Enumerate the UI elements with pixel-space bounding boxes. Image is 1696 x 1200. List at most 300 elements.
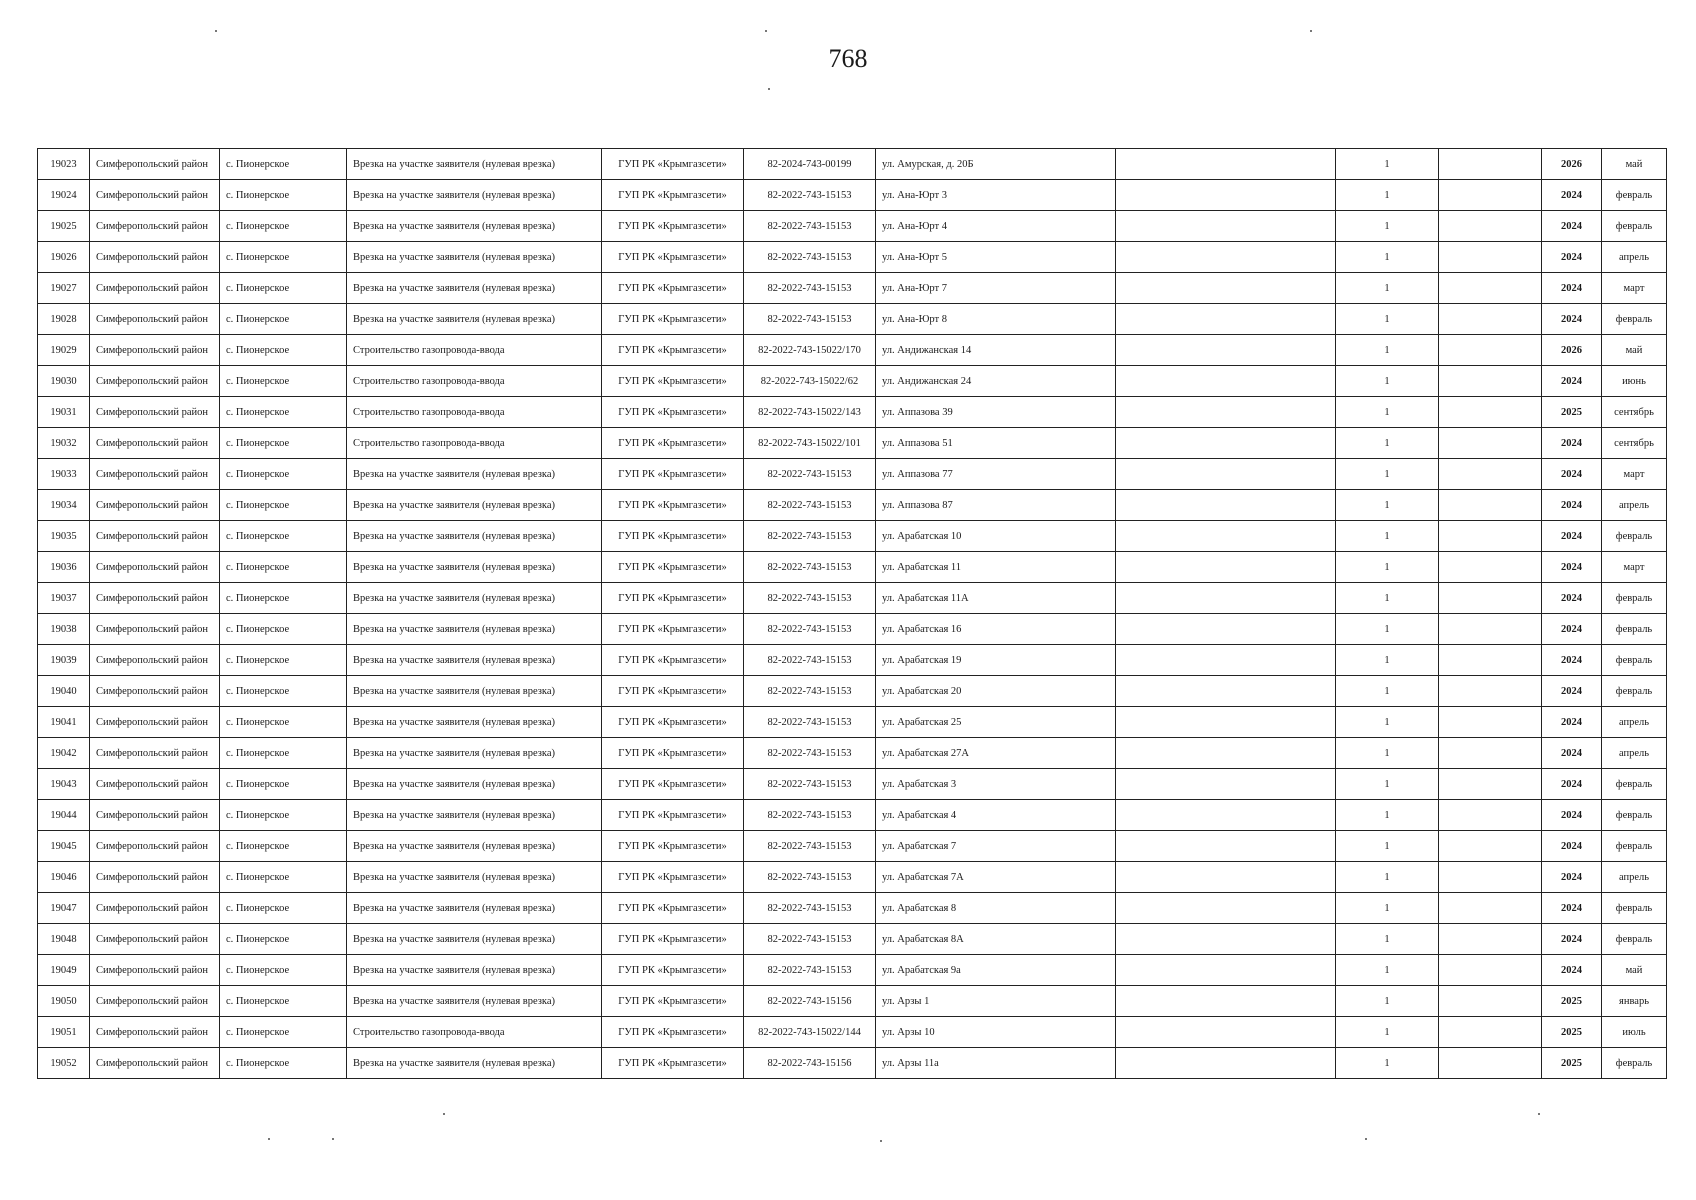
organization-cell: ГУП РК «Крымгазсети» [602,800,744,831]
quantity-cell: 1 [1336,1017,1439,1048]
month-cell: февраль [1602,893,1667,924]
table-row [38,986,1667,1017]
row-number: 19026 [38,242,90,273]
empty-cell [1439,1017,1542,1048]
month-cell: июнь [1602,366,1667,397]
row-number: 19024 [38,180,90,211]
empty-cell [1116,366,1336,397]
village-cell: с. Пионерское [220,676,347,707]
year-cell: 2024 [1542,893,1602,924]
empty-cell [1116,831,1336,862]
code-cell: 82-2024-743-00199 [744,149,876,180]
code-cell: 82-2022-743-15153 [744,831,876,862]
work-type-cell: Врезка на участке заявителя (нулевая врезка) [347,242,602,273]
table-row [38,1017,1667,1048]
empty-cell [1439,273,1542,304]
empty-cell [1116,149,1336,180]
empty-cell [1439,211,1542,242]
work-type-cell: Врезка на участке заявителя (нулевая врезка) [347,614,602,645]
organization-cell: ГУП РК «Крымгазсети» [602,304,744,335]
year-cell: 2025 [1542,986,1602,1017]
month-cell: март [1602,273,1667,304]
address-cell: ул. Арабатская 8А [876,924,1116,955]
work-type-cell: Строительство газопровода-ввода [347,366,602,397]
village-cell: с. Пионерское [220,459,347,490]
row-number: 19031 [38,397,90,428]
quantity-cell: 1 [1336,521,1439,552]
year-cell: 2024 [1542,614,1602,645]
row-number: 19043 [38,769,90,800]
month-cell: февраль [1602,521,1667,552]
empty-cell [1439,614,1542,645]
month-cell: апрель [1602,490,1667,521]
row-number: 19028 [38,304,90,335]
quantity-cell: 1 [1336,335,1439,366]
address-cell: ул. Аппазова 39 [876,397,1116,428]
district-cell: Симферопольский район [90,924,220,955]
scan-speck [1310,30,1312,32]
work-type-cell: Врезка на участке заявителя (нулевая врезка) [347,955,602,986]
table-row [38,738,1667,769]
scan-speck [443,1113,445,1115]
empty-cell [1116,304,1336,335]
empty-cell [1439,149,1542,180]
district-cell: Симферопольский район [90,614,220,645]
work-type-cell: Врезка на участке заявителя (нулевая врезка) [347,800,602,831]
scan-speck [268,1138,270,1140]
row-number: 19023 [38,149,90,180]
month-cell: сентябрь [1602,428,1667,459]
year-cell: 2024 [1542,645,1602,676]
address-cell: ул. Арабатская 3 [876,769,1116,800]
year-cell: 2024 [1542,862,1602,893]
quantity-cell: 1 [1336,893,1439,924]
village-cell: с. Пионерское [220,273,347,304]
organization-cell: ГУП РК «Крымгазсети» [602,831,744,862]
code-cell: 82-2022-743-15022/62 [744,366,876,397]
empty-cell [1116,1017,1336,1048]
organization-cell: ГУП РК «Крымгазсети» [602,769,744,800]
district-cell: Симферопольский район [90,645,220,676]
address-cell: ул. Ана-Юрт 3 [876,180,1116,211]
organization-cell: ГУП РК «Крымгазсети» [602,335,744,366]
row-number: 19033 [38,459,90,490]
address-cell: ул. Арабатская 20 [876,676,1116,707]
table-row [38,273,1667,304]
year-cell: 2024 [1542,428,1602,459]
month-cell: апрель [1602,242,1667,273]
scan-speck [765,30,767,32]
table-row [38,862,1667,893]
empty-cell [1439,986,1542,1017]
empty-cell [1439,800,1542,831]
table-row [38,149,1667,180]
empty-cell [1116,614,1336,645]
empty-cell [1116,738,1336,769]
table-row [38,831,1667,862]
village-cell: с. Пионерское [220,862,347,893]
row-number: 19042 [38,738,90,769]
district-cell: Симферопольский район [90,304,220,335]
table-row [38,769,1667,800]
table-row [38,490,1667,521]
organization-cell: ГУП РК «Крымгазсети» [602,614,744,645]
address-cell: ул. Арабатская 7А [876,862,1116,893]
district-cell: Симферопольский район [90,1017,220,1048]
address-cell: ул. Ана-Юрт 8 [876,304,1116,335]
code-cell: 82-2022-743-15153 [744,459,876,490]
work-type-cell: Строительство газопровода-ввода [347,335,602,366]
empty-cell [1116,211,1336,242]
village-cell: с. Пионерское [220,893,347,924]
year-cell: 2024 [1542,242,1602,273]
organization-cell: ГУП РК «Крымгазсети» [602,707,744,738]
empty-cell [1116,521,1336,552]
quantity-cell: 1 [1336,149,1439,180]
village-cell: с. Пионерское [220,738,347,769]
district-cell: Симферопольский район [90,521,220,552]
table-row [38,955,1667,986]
district-cell: Симферопольский район [90,707,220,738]
organization-cell: ГУП РК «Крымгазсети» [602,645,744,676]
quantity-cell: 1 [1336,862,1439,893]
village-cell: с. Пионерское [220,583,347,614]
year-cell: 2024 [1542,180,1602,211]
row-number: 19049 [38,955,90,986]
month-cell: февраль [1602,769,1667,800]
quantity-cell: 1 [1336,428,1439,459]
year-cell: 2024 [1542,490,1602,521]
organization-cell: ГУП РК «Крымгазсети» [602,676,744,707]
scan-speck [768,88,770,90]
table-row [38,676,1667,707]
row-number: 19047 [38,893,90,924]
month-cell: февраль [1602,1048,1667,1079]
address-cell: ул. Арабатская 16 [876,614,1116,645]
row-number: 19030 [38,366,90,397]
empty-cell [1439,521,1542,552]
code-cell: 82-2022-743-15153 [744,893,876,924]
year-cell: 2024 [1542,304,1602,335]
village-cell: с. Пионерское [220,986,347,1017]
district-cell: Симферопольский район [90,366,220,397]
scan-speck [880,1140,882,1142]
empty-cell [1116,707,1336,738]
month-cell: февраль [1602,304,1667,335]
address-cell: ул. Арабатская 19 [876,645,1116,676]
row-number: 19051 [38,1017,90,1048]
row-number: 19034 [38,490,90,521]
code-cell: 82-2022-743-15153 [744,924,876,955]
month-cell: март [1602,552,1667,583]
district-cell: Симферопольский район [90,242,220,273]
work-type-cell: Врезка на участке заявителя (нулевая врезка) [347,490,602,521]
code-cell: 82-2022-743-15153 [744,521,876,552]
village-cell: с. Пионерское [220,335,347,366]
table-row [38,645,1667,676]
empty-cell [1439,955,1542,986]
work-type-cell: Врезка на участке заявителя (нулевая врезка) [347,552,602,583]
work-type-cell: Строительство газопровода-ввода [347,1017,602,1048]
address-cell: ул. Арабатская 11А [876,583,1116,614]
empty-cell [1439,242,1542,273]
organization-cell: ГУП РК «Крымгазсети» [602,366,744,397]
quantity-cell: 1 [1336,831,1439,862]
organization-cell: ГУП РК «Крымгазсети» [602,583,744,614]
village-cell: с. Пионерское [220,397,347,428]
organization-cell: ГУП РК «Крымгазсети» [602,924,744,955]
month-cell: февраль [1602,924,1667,955]
organization-cell: ГУП РК «Крымгазсети» [602,211,744,242]
address-cell: ул. Арабатская 7 [876,831,1116,862]
month-cell: февраль [1602,583,1667,614]
work-type-cell: Строительство газопровода-ввода [347,428,602,459]
table-row [38,552,1667,583]
address-cell: ул. Ана-Юрт 4 [876,211,1116,242]
year-cell: 2025 [1542,1048,1602,1079]
empty-cell [1116,583,1336,614]
table-row [38,924,1667,955]
work-type-cell: Врезка на участке заявителя (нулевая врезка) [347,583,602,614]
work-type-cell: Врезка на участке заявителя (нулевая врезка) [347,769,602,800]
year-cell: 2024 [1542,459,1602,490]
empty-cell [1439,428,1542,459]
quantity-cell: 1 [1336,490,1439,521]
empty-cell [1116,924,1336,955]
empty-cell [1439,304,1542,335]
village-cell: с. Пионерское [220,924,347,955]
code-cell: 82-2022-743-15153 [744,490,876,521]
district-cell: Симферопольский район [90,180,220,211]
empty-cell [1116,552,1336,583]
code-cell: 82-2022-743-15153 [744,304,876,335]
month-cell: январь [1602,986,1667,1017]
code-cell: 82-2022-743-15153 [744,242,876,273]
code-cell: 82-2022-743-15153 [744,614,876,645]
organization-cell: ГУП РК «Крымгазсети» [602,521,744,552]
address-cell: ул. Андижанская 14 [876,335,1116,366]
organization-cell: ГУП РК «Крымгазсети» [602,955,744,986]
empty-cell [1116,335,1336,366]
row-number: 19027 [38,273,90,304]
work-type-cell: Врезка на участке заявителя (нулевая врезка) [347,180,602,211]
quantity-cell: 1 [1336,924,1439,955]
village-cell: с. Пионерское [220,149,347,180]
month-cell: февраль [1602,614,1667,645]
address-cell: ул. Аппазова 87 [876,490,1116,521]
district-cell: Симферопольский район [90,583,220,614]
district-cell: Симферопольский район [90,1048,220,1079]
year-cell: 2024 [1542,273,1602,304]
quantity-cell: 1 [1336,676,1439,707]
organization-cell: ГУП РК «Крымгазсети» [602,986,744,1017]
district-cell: Симферопольский район [90,149,220,180]
code-cell: 82-2022-743-15153 [744,800,876,831]
organization-cell: ГУП РК «Крымгазсети» [602,459,744,490]
code-cell: 82-2022-743-15022/143 [744,397,876,428]
district-cell: Симферопольский район [90,769,220,800]
quantity-cell: 1 [1336,986,1439,1017]
organization-cell: ГУП РК «Крымгазсети» [602,893,744,924]
district-cell: Симферопольский район [90,800,220,831]
district-cell: Симферопольский район [90,490,220,521]
table-row [38,707,1667,738]
row-number: 19039 [38,645,90,676]
row-number: 19036 [38,552,90,583]
empty-cell [1116,428,1336,459]
district-cell: Симферопольский район [90,335,220,366]
code-cell: 82-2022-743-15153 [744,738,876,769]
village-cell: с. Пионерское [220,645,347,676]
district-cell: Симферопольский район [90,831,220,862]
address-cell: ул. Арабатская 27А [876,738,1116,769]
quantity-cell: 1 [1336,645,1439,676]
table-row [38,335,1667,366]
quantity-cell: 1 [1336,552,1439,583]
empty-cell [1439,397,1542,428]
work-type-cell: Врезка на участке заявителя (нулевая врезка) [347,459,602,490]
table-row [38,428,1667,459]
month-cell: февраль [1602,831,1667,862]
village-cell: с. Пионерское [220,831,347,862]
district-cell: Симферопольский район [90,459,220,490]
year-cell: 2024 [1542,707,1602,738]
month-cell: февраль [1602,676,1667,707]
organization-cell: ГУП РК «Крымгазсети» [602,738,744,769]
month-cell: февраль [1602,800,1667,831]
quantity-cell: 1 [1336,273,1439,304]
empty-cell [1116,862,1336,893]
work-type-cell: Врезка на участке заявителя (нулевая врезка) [347,1048,602,1079]
district-cell: Симферопольский район [90,273,220,304]
work-type-cell: Врезка на участке заявителя (нулевая врезка) [347,521,602,552]
organization-cell: ГУП РК «Крымгазсети» [602,273,744,304]
empty-cell [1439,893,1542,924]
month-cell: февраль [1602,180,1667,211]
year-cell: 2024 [1542,800,1602,831]
organization-cell: ГУП РК «Крымгазсети» [602,180,744,211]
empty-cell [1116,459,1336,490]
year-cell: 2026 [1542,335,1602,366]
empty-cell [1116,955,1336,986]
work-type-cell: Врезка на участке заявителя (нулевая врезка) [347,676,602,707]
work-type-cell: Врезка на участке заявителя (нулевая врезка) [347,149,602,180]
quantity-cell: 1 [1336,707,1439,738]
village-cell: с. Пионерское [220,428,347,459]
year-cell: 2024 [1542,583,1602,614]
village-cell: с. Пионерское [220,707,347,738]
code-cell: 82-2022-743-15153 [744,273,876,304]
district-cell: Симферопольский район [90,862,220,893]
year-cell: 2025 [1542,1017,1602,1048]
year-cell: 2024 [1542,955,1602,986]
year-cell: 2024 [1542,676,1602,707]
organization-cell: ГУП РК «Крымгазсети» [602,490,744,521]
code-cell: 82-2022-743-15153 [744,211,876,242]
year-cell: 2024 [1542,924,1602,955]
address-cell: ул. Амурская, д. 20Б [876,149,1116,180]
month-cell: июль [1602,1017,1667,1048]
address-cell: ул. Арзы 10 [876,1017,1116,1048]
empty-cell [1439,862,1542,893]
address-cell: ул. Арабатская 11 [876,552,1116,583]
work-type-cell: Строительство газопровода-ввода [347,397,602,428]
month-cell: март [1602,459,1667,490]
empty-cell [1439,738,1542,769]
district-cell: Симферопольский район [90,986,220,1017]
quantity-cell: 1 [1336,583,1439,614]
empty-cell [1439,645,1542,676]
work-type-cell: Врезка на участке заявителя (нулевая врезка) [347,211,602,242]
address-cell: ул. Арабатская 8 [876,893,1116,924]
village-cell: с. Пионерское [220,955,347,986]
district-cell: Симферопольский район [90,893,220,924]
address-cell: ул. Арабатская 10 [876,521,1116,552]
row-number: 19045 [38,831,90,862]
village-cell: с. Пионерское [220,1048,347,1079]
table-row [38,366,1667,397]
address-cell: ул. Аппазова 77 [876,459,1116,490]
organization-cell: ГУП РК «Крымгазсети» [602,862,744,893]
year-cell: 2024 [1542,769,1602,800]
empty-cell [1116,490,1336,521]
quantity-cell: 1 [1336,769,1439,800]
quantity-cell: 1 [1336,459,1439,490]
address-cell: ул. Аппазова 51 [876,428,1116,459]
empty-cell [1116,769,1336,800]
empty-cell [1439,335,1542,366]
work-type-cell: Врезка на участке заявителя (нулевая врезка) [347,893,602,924]
address-cell: ул. Арабатская 9а [876,955,1116,986]
empty-cell [1116,893,1336,924]
month-cell: сентябрь [1602,397,1667,428]
scan-speck [1538,1113,1540,1115]
work-type-cell: Врезка на участке заявителя (нулевая врезка) [347,645,602,676]
village-cell: с. Пионерское [220,1017,347,1048]
year-cell: 2024 [1542,366,1602,397]
code-cell: 82-2022-743-15153 [744,769,876,800]
work-type-cell: Врезка на участке заявителя (нулевая врезка) [347,862,602,893]
district-cell: Симферопольский район [90,397,220,428]
year-cell: 2024 [1542,521,1602,552]
empty-cell [1439,1048,1542,1079]
empty-cell [1439,831,1542,862]
scan-speck [215,30,217,32]
organization-cell: ГУП РК «Крымгазсети» [602,1017,744,1048]
code-cell: 82-2022-743-15022/144 [744,1017,876,1048]
empty-cell [1116,1048,1336,1079]
quantity-cell: 1 [1336,955,1439,986]
empty-cell [1116,986,1336,1017]
empty-cell [1116,273,1336,304]
row-number: 19037 [38,583,90,614]
village-cell: с. Пионерское [220,800,347,831]
month-cell: февраль [1602,211,1667,242]
code-cell: 82-2022-743-15153 [744,676,876,707]
quantity-cell: 1 [1336,211,1439,242]
code-cell: 82-2022-743-15153 [744,180,876,211]
table-row [38,800,1667,831]
organization-cell: ГУП РК «Крымгазсети» [602,552,744,583]
code-cell: 82-2022-743-15153 [744,583,876,614]
address-cell: ул. Ана-Юрт 5 [876,242,1116,273]
village-cell: с. Пионерское [220,242,347,273]
table-row [38,893,1667,924]
row-number: 19044 [38,800,90,831]
address-cell: ул. Арзы 11а [876,1048,1116,1079]
table-row [38,397,1667,428]
district-cell: Симферопольский район [90,552,220,583]
